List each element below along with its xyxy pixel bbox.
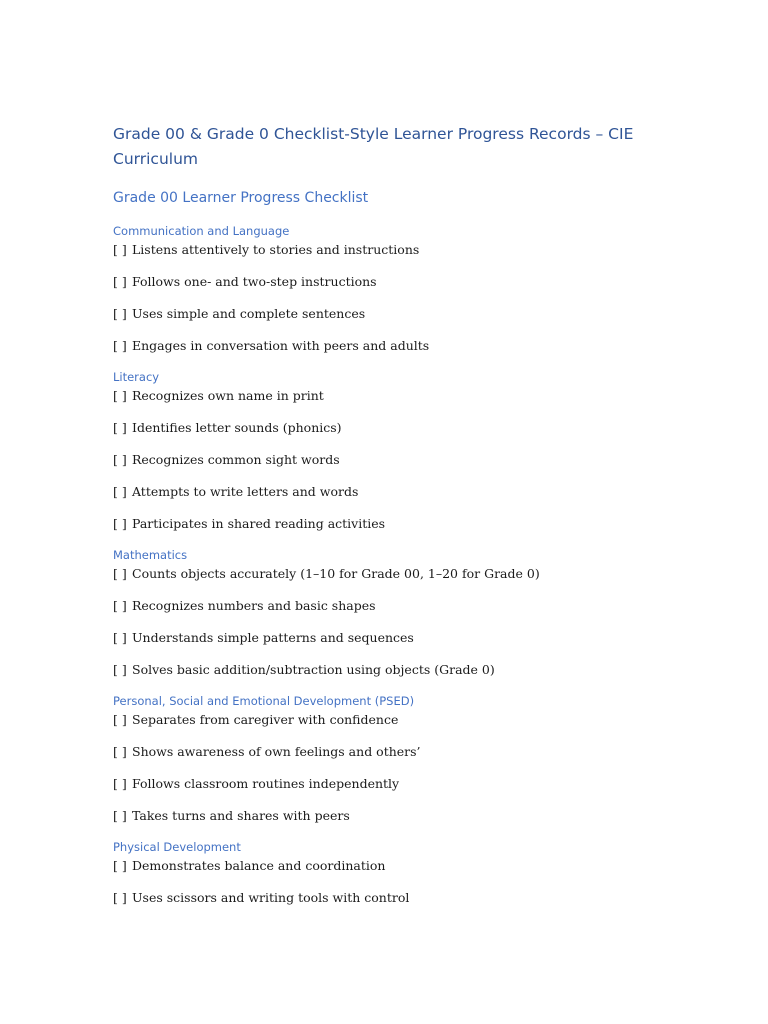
section-mathematics: [113, 547, 653, 678]
checkbox-marker[interactable]: [ ]: [113, 662, 127, 677]
checkbox-marker[interactable]: [ ]: [113, 598, 127, 613]
checklist-item: [113, 306, 653, 322]
checklist-item: [113, 662, 653, 678]
checkbox-marker[interactable]: [ ]: [113, 776, 127, 791]
checkbox-marker[interactable]: [ ]: [113, 516, 127, 531]
checklist-item: [113, 274, 653, 290]
checklist-item-text: Identifies letter sounds (phonics): [132, 420, 342, 435]
checklist-item: [113, 808, 653, 824]
checklist-item: [113, 484, 653, 500]
checkbox-marker[interactable]: [ ]: [113, 630, 127, 645]
checklist: [113, 858, 653, 906]
section-literacy: [113, 369, 653, 532]
document-content: [113, 122, 653, 906]
section-psed: [113, 693, 653, 824]
checklist-item: [113, 338, 653, 354]
checklist-item: [113, 566, 653, 582]
checklist-item-text: Separates from caregiver with confidence: [132, 712, 399, 727]
section-heading: Communication and Language: [113, 224, 290, 238]
checkbox-marker[interactable]: [ ]: [113, 712, 127, 727]
checkbox-marker[interactable]: [ ]: [113, 566, 127, 581]
checklist-item: [113, 242, 653, 258]
checklist-item: [113, 598, 653, 614]
checklist-item-text: Participates in shared reading activities: [132, 516, 386, 531]
checkbox-marker[interactable]: [ ]: [113, 452, 127, 467]
section-heading: Physical Development: [113, 840, 241, 854]
checkbox-marker[interactable]: [ ]: [113, 420, 127, 435]
checkbox-marker[interactable]: [ ]: [113, 890, 127, 905]
checklist-item: [113, 630, 653, 646]
document-title: Grade 00 & Grade 0 Checklist-Style Learner Progress Records – CIE Curriculum: [113, 125, 634, 168]
checklist-item-text: Recognizes own name in print: [132, 388, 324, 403]
checklist-item: [113, 890, 653, 906]
checkbox-marker[interactable]: [ ]: [113, 306, 127, 321]
section-physical-development: [113, 839, 653, 906]
checklist-item-text: Recognizes numbers and basic shapes: [132, 598, 376, 613]
checklist-item: [113, 420, 653, 436]
checklist-item: [113, 388, 653, 404]
checklist-item-text: Recognizes common sight words: [132, 452, 340, 467]
checklist-item-text: Follows one- and two-step instructions: [132, 274, 377, 289]
checklist-item-text: Solves basic addition/subtraction using objects (Grade 0): [132, 662, 495, 677]
checklist-item: [113, 858, 653, 874]
checklist-item-text: Demonstrates balance and coordination: [132, 858, 386, 873]
checklist: [113, 712, 653, 824]
checklist-item-text: Uses simple and complete sentences: [132, 306, 366, 321]
checklist-item-text: Engages in conversation with peers and adults: [132, 338, 430, 353]
checklist: [113, 242, 653, 354]
checkbox-marker[interactable]: [ ]: [113, 388, 127, 403]
checklist-item: [113, 516, 653, 532]
checkbox-marker[interactable]: [ ]: [113, 858, 127, 873]
section-communication-language: [113, 223, 653, 354]
checkbox-marker[interactable]: [ ]: [113, 242, 127, 257]
checklist-item-text: Counts objects accurately (1–10 for Grade 00, 1–20 for Grade 0): [132, 566, 540, 581]
checklist-item-text: Attempts to write letters and words: [132, 484, 359, 499]
section-heading: Literacy: [113, 370, 160, 384]
checklist-item-text: Shows awareness of own feelings and others’: [132, 744, 421, 759]
checklist: [113, 566, 653, 678]
checklist-item: [113, 712, 653, 728]
checklist-item-text: Follows classroom routines independently: [132, 776, 400, 791]
section-heading: Mathematics: [113, 548, 188, 562]
checklist-item-text: Understands simple patterns and sequences: [132, 630, 414, 645]
checklist-item: [113, 452, 653, 468]
checklist-item-text: Takes turns and shares with peers: [132, 808, 350, 823]
checklist-subtitle: Grade 00 Learner Progress Checklist: [113, 190, 369, 206]
checklist: [113, 388, 653, 532]
checklist-item-text: Uses scissors and writing tools with control: [132, 890, 410, 905]
checklist-item-text: Listens attentively to stories and instructions: [132, 242, 420, 257]
checkbox-marker[interactable]: [ ]: [113, 484, 127, 499]
checklist-item: [113, 776, 653, 792]
checkbox-marker[interactable]: [ ]: [113, 338, 127, 353]
checkbox-marker[interactable]: [ ]: [113, 744, 127, 759]
checkbox-marker[interactable]: [ ]: [113, 808, 127, 823]
checklist-item: [113, 744, 653, 760]
section-heading: Personal, Social and Emotional Development (PSED): [113, 694, 415, 708]
checkbox-marker[interactable]: [ ]: [113, 274, 127, 289]
